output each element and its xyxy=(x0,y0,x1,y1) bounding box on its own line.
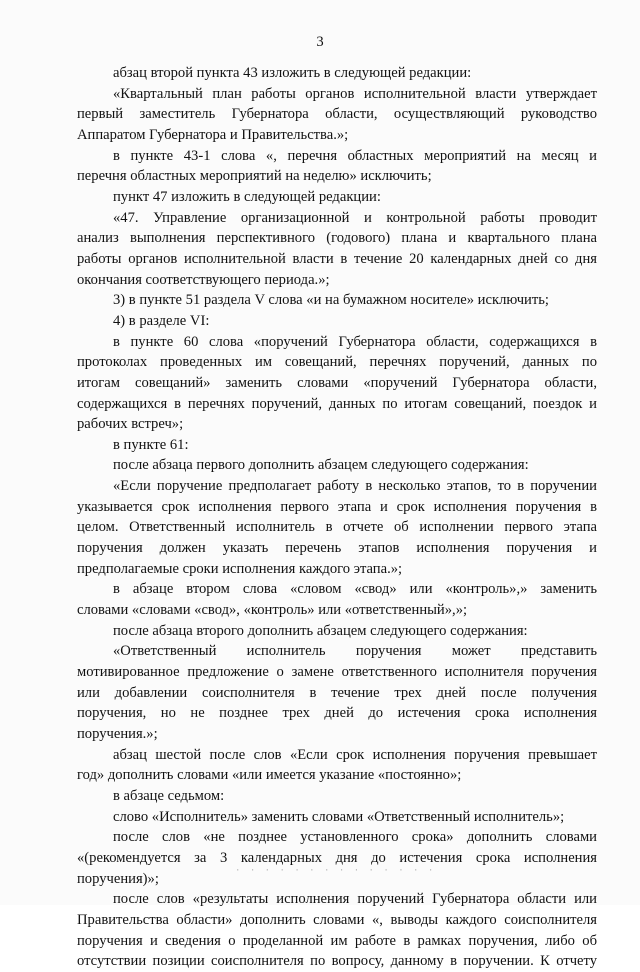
text-line: «(рекомендуется за 3 календарных дня до истечения срока исполнения xyxy=(77,849,597,866)
text-line: поручения.»; xyxy=(77,726,158,742)
scan-footer-mark: · · · · · · · · · · · · · · xyxy=(235,866,436,876)
text-line: работы органов исполнительной власти в течение 20 календарных дней со дня xyxy=(77,250,597,267)
text-line: отсутствии позиции соисполнителя по вопросу, данному в поручении. К отчету xyxy=(77,953,597,970)
text-line: слово «Исполнитель» заменить словами «Ответственный исполнитель»; xyxy=(113,808,565,825)
text-line: итогам совещаний» заменить словами «поручений Губернатора области, xyxy=(77,374,597,391)
text-line: указывается срок исполнения первого этапа и срок исполнения поручения в xyxy=(77,498,597,515)
text-line: содержащихся в перечнях поручений, данных по итогам совещаний, поездок и xyxy=(77,395,597,412)
text-line: словами «словами «свод», «контроль» или «ответственный»,»; xyxy=(77,602,468,619)
text-line: окончания соответствующего периода.»; xyxy=(77,271,330,288)
text-line: 4) в разделе VI: xyxy=(113,312,210,329)
text-line: «Если поручение предполагает работу в несколько этапов, то в поручении xyxy=(113,478,597,495)
text-line: после абзаца первого дополнить абзацем следующего содержания: xyxy=(113,457,529,474)
text-line: Правительства области» дополнить словами «, выводы каждого соисполнителя xyxy=(77,911,597,928)
text-line: поручения должен указать перечень этапов исполнения поручения и xyxy=(77,540,597,557)
text-line: в пункте 61: xyxy=(113,436,189,453)
text-line: перечня областных мероприятий на неделю» исключить; xyxy=(77,168,432,185)
text-line: после слов «результаты исполнения поручений Губернатора области или xyxy=(113,891,597,908)
text-line: поручения и сведения о проделанной им работе в рамках поручения, либо об xyxy=(77,932,597,949)
text-line: анализ выполнения перспективного (годового) плана и квартального плана xyxy=(77,230,597,247)
text-line: мотивированное предложение о замене ответственного исполнителя поручения xyxy=(77,664,597,681)
text-line: год» дополнить словами «или имеется указание «постоянно»; xyxy=(77,767,462,784)
text-line: первый заместитель Губернатора области, осуществляющий руководство xyxy=(77,106,597,123)
document-body xyxy=(77,63,597,972)
text-line: «Квартальный план работы органов исполнительной власти утверждает xyxy=(113,85,597,102)
text-line: поручения, но не позднее трех дней до истечения срока исполнения xyxy=(77,705,597,722)
text-line: в пункте 43-1 слова «, перечня областных мероприятий на месяц и xyxy=(113,147,597,164)
text-line: «47. Управление организационной и контрольной работы проводит xyxy=(113,209,597,226)
text-line: целом. Ответственный исполнитель в отчете об исполнении первого этапа xyxy=(77,519,597,536)
text-line: абзац шестой после слов «Если срок исполнения поручения превышает xyxy=(113,746,597,763)
text-line: предполагаемые сроки исполнения каждого этапа.»; xyxy=(77,560,403,577)
text-line: после слов «не позднее установленного срока» дополнить словами xyxy=(113,829,597,846)
text-line: или добавлении соисполнителя в течение трех дней после получения xyxy=(77,684,597,701)
text-line: пункт 47 изложить в следующей редакции: xyxy=(113,188,381,205)
text-line: в абзаце втором слова «словом «свод» или «контроль»,» заменить xyxy=(113,581,597,598)
text-line: 3) в пункте 51 раздела V слова «и на бумажном носителе» исключить; xyxy=(113,292,549,309)
text-line: рабочих встреч»; xyxy=(77,416,184,433)
text-line: абзац второй пункта 43 изложить в следующей редакции: xyxy=(113,65,472,81)
text-line: Аппаратом Губернатора и Правительства.»; xyxy=(77,126,349,143)
text-line: «Ответственный исполнитель поручения может представить xyxy=(113,643,597,660)
text-line: в абзаце седьмом: xyxy=(113,787,225,804)
text-line: поручения)»; xyxy=(77,870,159,887)
page-number: 3 xyxy=(316,34,324,50)
text-line: в пункте 60 слова «поручений Губернатора области, содержащихся в xyxy=(113,333,597,350)
text-line: протоколах проведенных им совещаний, перечнях поручений, данных по xyxy=(77,354,597,371)
text-line: после абзаца второго дополнить абзацем следующего содержания: xyxy=(113,622,528,639)
